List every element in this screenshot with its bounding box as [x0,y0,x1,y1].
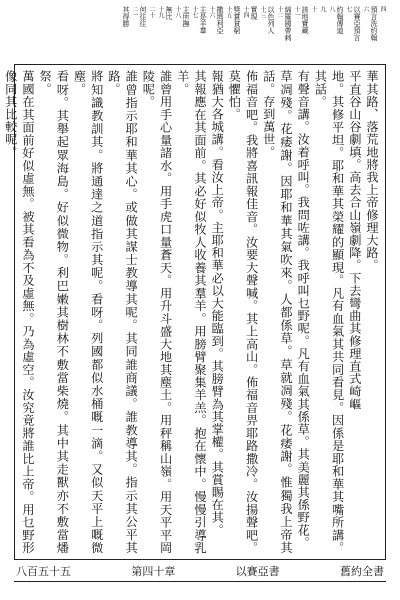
annotation-item [165,6,181,62]
annotation-item [250,6,266,62]
annotation-number: 十七 [191,6,198,18]
annotation-number: 六 [362,6,369,12]
annotation-item [156,6,164,62]
annotation-item [233,6,249,62]
verse-paragraph: 看呀。其舉起眾海島。好似微物。利巴嫩其樹林不敷當柴燒。其中其走獸亦不敷當燔祭。 [38,70,70,554]
annotation-item [216,6,232,62]
annotation-item [327,6,335,62]
verse-paragraph [0,70,2,554]
annotation-item [301,6,317,62]
annotation-number: 七 [345,6,352,12]
verse-paragraph: 萬國在其面前好似虛無。被其看為不及虛無。乃為虛空。汝究竟將誰比上帝。用乜野形像同其比較呢。 [3,70,35,554]
annotation-number: 十九 [157,6,164,18]
annotation-text: 約翰傳道 [336,6,344,34]
verse-paragraph: 將知識教訓其。將通達之道指示其呢。看呀。列國都似水桶嘅一滴。又似天平上嘅微塵。 [72,70,104,554]
annotation-item [182,6,198,62]
verse-paragraph: 其報應在其面前。其必好似牧人收養其羣羊。用膀臂聚集羊羔。抱在懷中。慢慢引導乳羊。 [175,70,207,554]
annotation-number: 二十 [148,6,155,18]
frame-bottom-rule [14,559,386,560]
annotation-band [14,6,386,62]
footer-chapter: 第四十章 [131,565,176,578]
verse-paragraph: 華其路、落荒地將我上帝修理大路。 [365,70,379,272]
frame-outer-bottom-rule [14,581,386,582]
annotation-text: 無比 [165,6,173,20]
verse-paragraph: 佈福音吧。我將喜訊報佳音。汝要大聲喊。其上高山。佈福音畀耶路撒冷。汝揚聲吧。莫懼怕。 [227,70,259,554]
annotation-number: 九 [319,6,326,12]
chapter-body-text [3,70,380,554]
annotation-text: 撒瑪利亞 [216,6,224,34]
annotation-number: 四 [379,6,386,12]
annotation-text: 主是羊羣 [199,6,207,34]
verse-paragraph: 平直谷山谷劇填。高去合山嶺劇降。下去彎曲其修理直式崎嶇 [347,70,362,411]
annotation-item [370,6,386,62]
annotation-item [353,6,369,62]
frame-right-rule [385,64,386,560]
annotation-number: 八 [328,6,335,12]
footer-page-number: 八百五十五 [16,565,71,578]
annotation-text: 以賽亞預言 [353,6,361,41]
page-footer [16,562,384,580]
annotation-number: 十五 [225,6,232,18]
annotation-number: 二一 [131,6,138,18]
frame-top-rule [14,64,386,65]
annotation-item [336,6,352,62]
annotation-item [284,6,300,62]
annotation-number: 十四 [242,6,249,18]
annotation-text: 該地寶藏 [301,6,309,34]
verse-paragraph: 誰曾指示耶和華其心。或做其謀士教導其呢。其同誰商議。誰教導其。指示其公平其路。 [106,70,139,554]
annotation-text: 獎賞貧窮 [233,6,241,34]
annotation-number: 十二 [276,6,283,18]
verse-paragraph: 地。其修平坦。耶和華其榮耀的顯現。凡有血氣其共同看見。因係是耶和華其嘴所講。其話。 [313,70,345,554]
footer-section-title: 以賽亞書 [235,565,280,578]
annotation-text: 綿羅國帶刺 [284,6,292,41]
bible-page [3,6,394,594]
annotation-number: 十 [310,6,317,12]
annotation-text: 何往往 [139,6,147,27]
annotation-number: 十三 [259,6,266,18]
annotation-number: 十一 [293,6,300,18]
annotation-text: 實現 [250,6,258,20]
annotation-text: 以色列人 [267,6,275,34]
verse-paragraph: 草凋殘。花痿謝。因耶和華其氣吹來。人都係草。草就凋殘。花痿謝。惟獨我上帝其話。存到萬世。 [261,70,293,554]
annotation-item [318,6,326,62]
annotation-item [267,6,283,62]
annotation-item [199,6,215,62]
verse-paragraph: 誰曾用手心量諸水。用手虎口量蒼天。用升斗盛大地其塵土。用秤稱山嶺。用天平平岡陵呢。 [141,70,173,554]
annotation-number: 十六 [208,6,215,18]
annotation-item [122,6,138,62]
annotation-text: 其得勝 [122,6,130,27]
footer-book-title: 舊約全書 [339,565,384,578]
annotation-text: 主所撫 [182,6,190,27]
verse-paragraph: 有聲音講。汝着呼叫。我問咗講。我呼叫乜野呢。凡有血氣其係草。其美麗其係野花。 [296,70,311,549]
annotation-number: 十八 [174,6,181,18]
verse-paragraph: 報猶大各城講。看汝上帝。主耶和華必以大能臨到。其膀臂為其掌權。其賞賜在其。 [210,70,225,537]
annotation-item [139,6,155,62]
annotation-text: 預言洗約翰 [370,6,378,41]
